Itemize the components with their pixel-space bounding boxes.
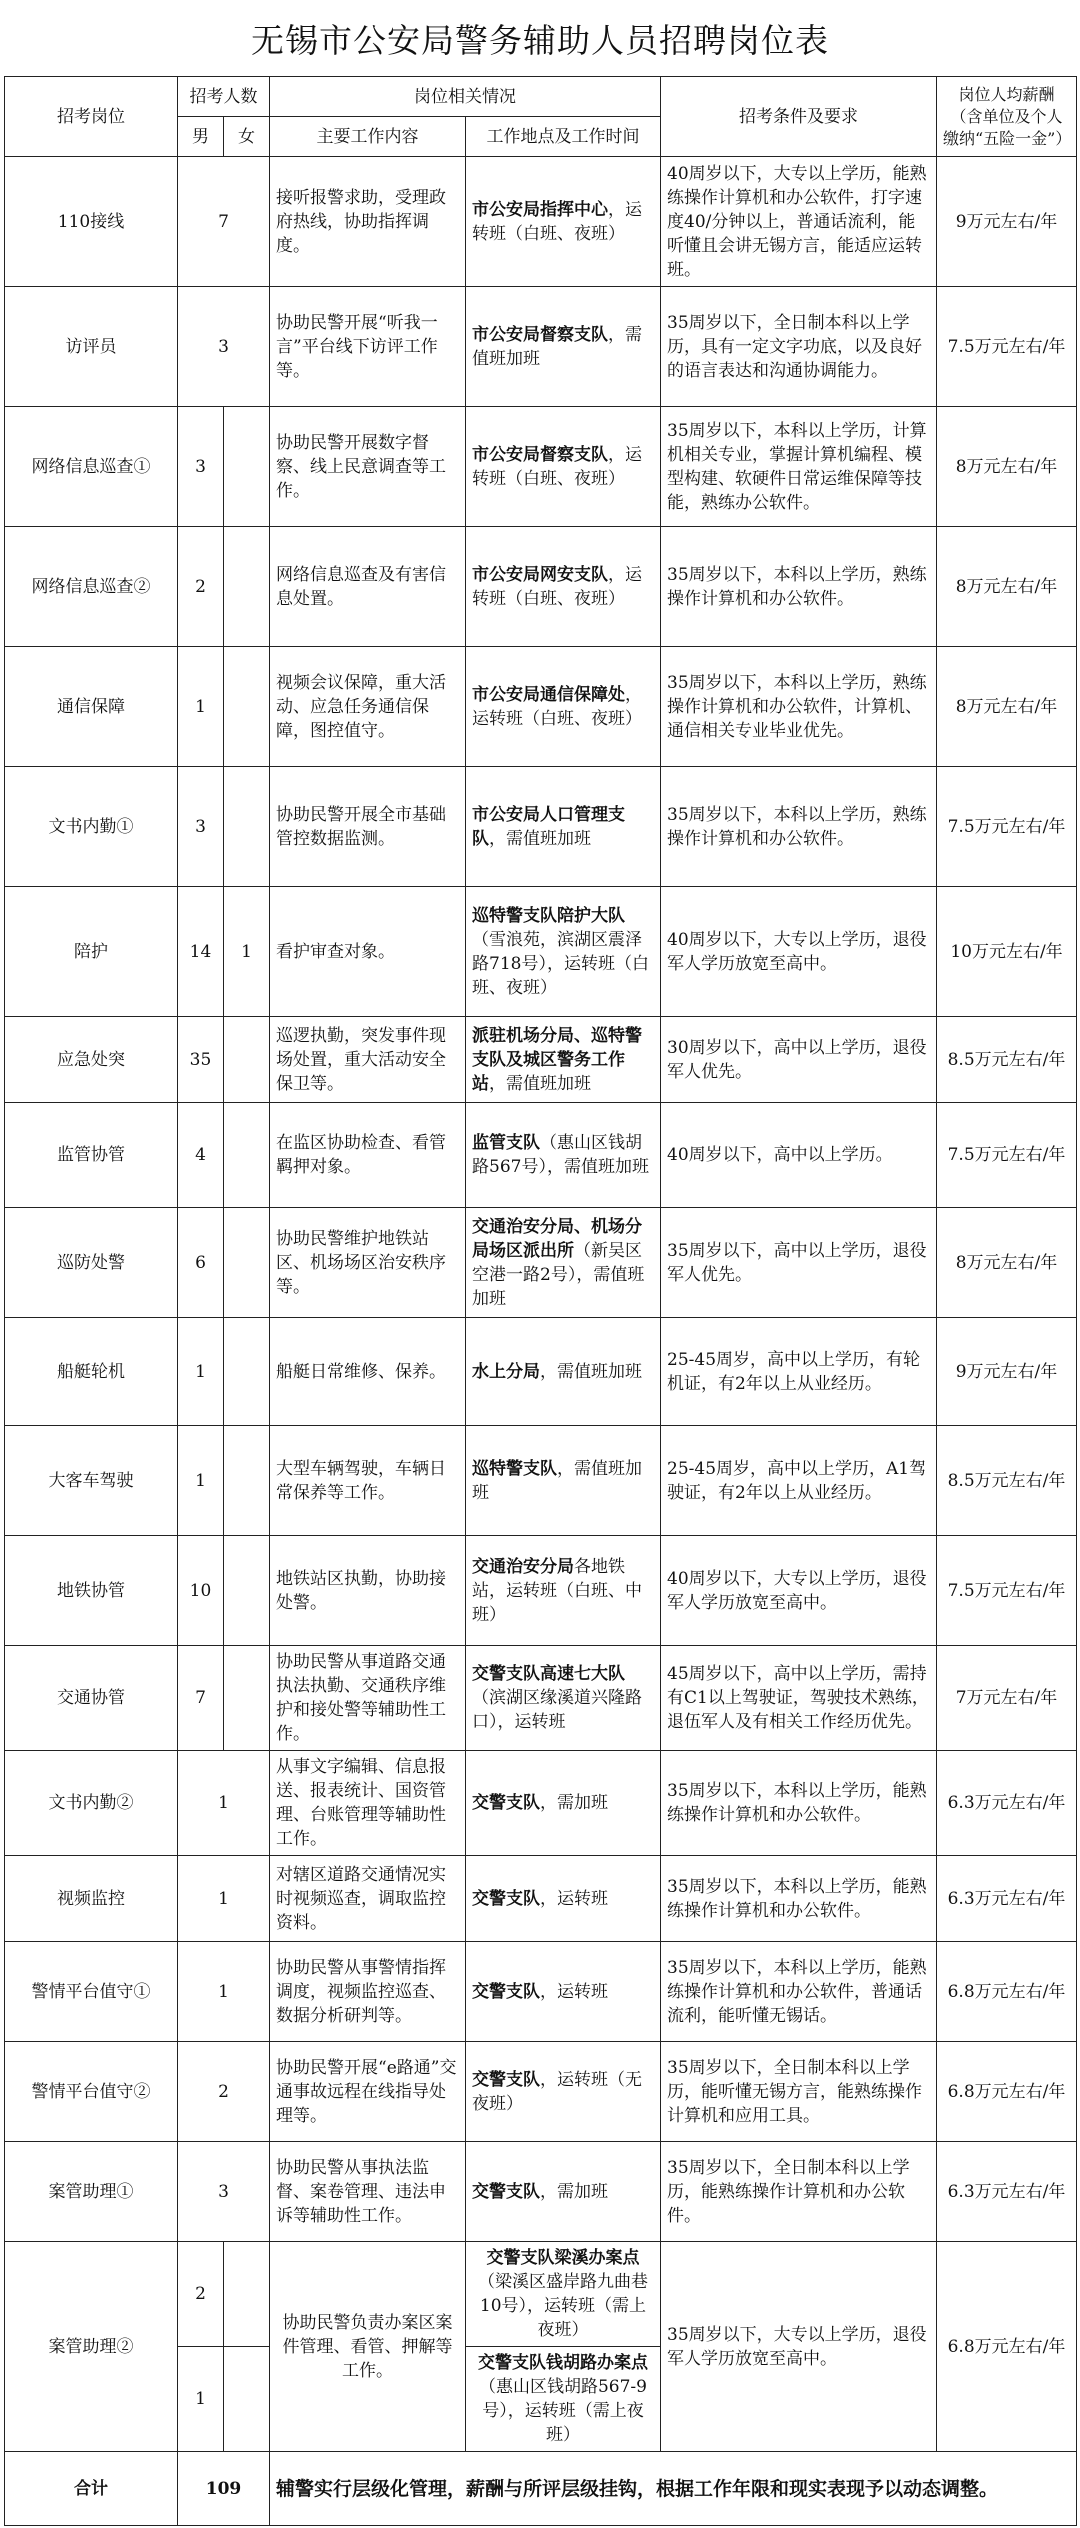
duties-cell: 巡逻执勤，突发事件现场处置，重大活动安全保卫等。 bbox=[270, 1017, 466, 1103]
salary-cell: 8万元左右/年 bbox=[937, 647, 1077, 767]
recruitment-table bbox=[4, 76, 1077, 2526]
duties-cell: 船艇日常维修、保养。 bbox=[270, 1318, 466, 1426]
requirements-cell: 30周岁以下，高中以上学历，退役军人优先。 bbox=[661, 1017, 937, 1103]
table-row bbox=[5, 1208, 1077, 1318]
post-cell: 船艇轮机 bbox=[5, 1318, 178, 1426]
salary-cell: 7.5万元左右/年 bbox=[937, 767, 1077, 887]
location-detail: ，需值班加班 bbox=[472, 324, 642, 369]
female-cell bbox=[224, 767, 270, 887]
location-unit: 交通治安分局 bbox=[472, 1556, 574, 1577]
duties-cell: 接听报警求助，受理政府热线，协助指挥调度。 bbox=[270, 157, 466, 287]
location-unit: 巡特警支队陪护大队 bbox=[472, 905, 625, 926]
location-cell bbox=[466, 287, 661, 407]
location-unit: 交警支队 bbox=[472, 1793, 540, 1813]
post-cell: 案管助理② bbox=[5, 2242, 178, 2452]
female-cell bbox=[224, 1318, 270, 1426]
male-cell: 1 bbox=[178, 1426, 224, 1536]
salary-cell: 8.5万元左右/年 bbox=[937, 1426, 1077, 1536]
requirements-cell: 40周岁以下，大专以上学历，退役军人学历放宽至高中。 bbox=[661, 887, 937, 1017]
male-cell: 14 bbox=[178, 887, 224, 1017]
female-cell bbox=[224, 1017, 270, 1103]
location-unit: 派驻机场分局、巡特警支队及城区警务工作站 bbox=[472, 1025, 642, 1094]
table-row bbox=[5, 2042, 1077, 2142]
location-unit: 市公安局督察支队 bbox=[472, 444, 608, 465]
count-cell: 3 bbox=[178, 287, 270, 407]
table-row bbox=[5, 1856, 1077, 1942]
salary-cell: 8万元左右/年 bbox=[937, 407, 1077, 527]
header-count: 招考人数 bbox=[178, 77, 270, 117]
post-cell: 监管协管 bbox=[5, 1103, 178, 1208]
requirements-cell: 40周岁以下，高中以上学历。 bbox=[661, 1103, 937, 1208]
requirements-cell: 35周岁以下，本科以上学历，能熟练操作计算机和办公软件。 bbox=[661, 1856, 937, 1942]
table-row bbox=[5, 2242, 1077, 2347]
male-cell: 1 bbox=[178, 1318, 224, 1426]
page-title: 无锡市公安局警务辅助人员招聘岗位表 bbox=[251, 21, 829, 60]
requirements-cell: 35周岁以下，全日制本科以上学历，具有一定文字功底，以及良好的语言表达和沟通协调能力。 bbox=[661, 287, 937, 407]
table-row bbox=[5, 527, 1077, 647]
male-cell: 7 bbox=[178, 1646, 224, 1751]
total-note: 辅警实行层级化管理，薪酬与所评层级挂钩，根据工作年限和现实表现予以动态调整。 bbox=[270, 2452, 1077, 2526]
location-unit: 交警支队高速七大队 bbox=[472, 1664, 625, 1684]
post-cell: 文书内勤① bbox=[5, 767, 178, 887]
table-row bbox=[5, 1017, 1077, 1103]
female-cell bbox=[224, 647, 270, 767]
duties-cell: 协助民警从事道路交通执法执勤、交通秩序维护和接处警等辅助性工作。 bbox=[270, 1646, 466, 1751]
location-unit: 交警支队钱胡路办案点 bbox=[478, 2353, 648, 2373]
post-cell: 大客车驾驶 bbox=[5, 1426, 178, 1536]
female-cell bbox=[224, 1103, 270, 1208]
requirements-cell: 35周岁以下，本科以上学历，熟练操作计算机和办公软件。 bbox=[661, 767, 937, 887]
location-unit: 巡特警支队 bbox=[472, 1458, 557, 1479]
duties-cell: 视频会议保障，重大活动、应急任务通信保障，图控值守。 bbox=[270, 647, 466, 767]
male-cell: 10 bbox=[178, 1536, 224, 1646]
post-cell: 文书内勤② bbox=[5, 1751, 178, 1856]
location-unit: 市公安局通信保障处 bbox=[472, 684, 625, 705]
location-detail: （雪浪苑，滨湖区震泽路718号），运转班（白班、夜班） bbox=[472, 929, 649, 998]
count-cell: 1 bbox=[178, 1751, 270, 1856]
header-post-info: 岗位相关情况 bbox=[270, 77, 661, 117]
header-location: 工作地点及工作时间 bbox=[466, 117, 661, 157]
post-cell: 案管助理① bbox=[5, 2142, 178, 2242]
location-detail: （滨湖区缘溪道兴隆路口），运转班 bbox=[472, 1688, 642, 1732]
salary-cell: 6.3万元左右/年 bbox=[937, 2142, 1077, 2242]
location-detail: （梁溪区盛岸路九曲巷10号），运转班（需上夜班） bbox=[478, 2272, 648, 2340]
requirements-cell: 40周岁以下，大专以上学历，能熟练操作计算机和办公软件，打字速度40/分钟以上，普通话流利，能听懂且会讲无锡方言，能适应运转班。 bbox=[661, 157, 937, 287]
salary-cell: 8万元左右/年 bbox=[937, 1208, 1077, 1318]
requirements-cell: 25-45周岁，高中以上学历，有轮机证，有2年以上从业经历。 bbox=[661, 1318, 937, 1426]
post-cell: 访评员 bbox=[5, 287, 178, 407]
location-cell bbox=[466, 2142, 661, 2242]
location-cell bbox=[466, 2042, 661, 2142]
header-salary: 岗位人均薪酬（含单位及个人缴纳“五险一金”） bbox=[937, 77, 1077, 157]
header-post: 招考岗位 bbox=[5, 77, 178, 157]
requirements-cell: 35周岁以下，本科以上学历，熟练操作计算机和办公软件。 bbox=[661, 527, 937, 647]
duties-cell: 协助民警开展数字督察、线上民意调查等工作。 bbox=[270, 407, 466, 527]
count-cell: 7 bbox=[178, 157, 270, 287]
post-cell: 网络信息巡查① bbox=[5, 407, 178, 527]
female-cell bbox=[224, 1536, 270, 1646]
location-detail: ，运转班（白班、夜班） bbox=[472, 564, 642, 609]
location-unit: 市公安局督察支队 bbox=[472, 324, 608, 345]
location-cell bbox=[466, 1536, 661, 1646]
male-cell: 6 bbox=[178, 1208, 224, 1318]
location-detail: ，运转班 bbox=[540, 1981, 608, 2002]
post-cell: 应急处突 bbox=[5, 1017, 178, 1103]
male-cell: 35 bbox=[178, 1017, 224, 1103]
total-label: 合计 bbox=[5, 2452, 178, 2526]
table-row bbox=[5, 1646, 1077, 1751]
location-detail: ，运转班 bbox=[540, 1888, 608, 1909]
location-detail: ，运转班（白班、夜班） bbox=[472, 684, 642, 729]
requirements-cell: 35周岁以下，本科以上学历，能熟练操作计算机和办公软件。 bbox=[661, 1751, 937, 1856]
location-detail: ，需值班加班 bbox=[472, 1458, 642, 1503]
location-unit: 市公安局人口管理支队 bbox=[472, 804, 625, 849]
duties-cell: 地铁站区执勤，协助接处警。 bbox=[270, 1536, 466, 1646]
post-cell: 视频监控 bbox=[5, 1856, 178, 1942]
salary-cell: 7万元左右/年 bbox=[937, 1646, 1077, 1751]
female-cell: 1 bbox=[224, 887, 270, 1017]
location-unit: 交警支队 bbox=[472, 2069, 540, 2090]
salary-cell: 6.8万元左右/年 bbox=[937, 2242, 1077, 2452]
female-cell bbox=[224, 527, 270, 647]
duties-cell: 在监区协助检查、看管羁押对象。 bbox=[270, 1103, 466, 1208]
male-cell: 3 bbox=[178, 407, 224, 527]
duties-cell: 协助民警从事执法监督、案卷管理、违法申诉等辅助性工作。 bbox=[270, 2142, 466, 2242]
salary-cell: 6.3万元左右/年 bbox=[937, 1751, 1077, 1856]
location-cell bbox=[466, 1646, 661, 1751]
requirements-cell: 35周岁以下，全日制本科以上学历，能熟练操作计算机和办公软件。 bbox=[661, 2142, 937, 2242]
male-cell: 1 bbox=[178, 2347, 224, 2452]
location-unit: 交警支队 bbox=[472, 1981, 540, 2002]
location-cell bbox=[466, 1751, 661, 1856]
table-row bbox=[5, 1942, 1077, 2042]
header-requirements: 招考条件及要求 bbox=[661, 77, 937, 157]
salary-cell: 6.8万元左右/年 bbox=[937, 1942, 1077, 2042]
location-cell bbox=[466, 887, 661, 1017]
location-unit: 交警支队梁溪办案点 bbox=[486, 2248, 640, 2268]
post-cell: 通信保障 bbox=[5, 647, 178, 767]
total-row bbox=[5, 2452, 1077, 2526]
duties-cell: 协助民警从事警情指挥调度，视频监控巡查、数据分析研判等。 bbox=[270, 1942, 466, 2042]
duties-cell: 协助民警开展“听我一言”平台线下访评工作等。 bbox=[270, 287, 466, 407]
male-cell: 1 bbox=[178, 647, 224, 767]
requirements-cell: 25-45周岁，高中以上学历，A1驾驶证，有2年以上从业经历。 bbox=[661, 1426, 937, 1536]
location-cell bbox=[466, 1208, 661, 1318]
location-cell bbox=[466, 2347, 661, 2452]
location-cell bbox=[466, 1942, 661, 2042]
duties-cell: 大型车辆驾驶，车辆日常保养等工作。 bbox=[270, 1426, 466, 1536]
duties-cell: 从事文字编辑、信息报送、报表统计、国资管理、台账管理等辅助性工作。 bbox=[270, 1751, 466, 1856]
location-cell bbox=[466, 767, 661, 887]
count-cell: 2 bbox=[178, 2042, 270, 2142]
post-cell: 地铁协管 bbox=[5, 1536, 178, 1646]
duties-cell: 看护审查对象。 bbox=[270, 887, 466, 1017]
count-cell: 1 bbox=[178, 1856, 270, 1942]
female-cell bbox=[224, 1426, 270, 1536]
salary-cell: 8万元左右/年 bbox=[937, 527, 1077, 647]
table-row bbox=[5, 157, 1077, 287]
location-cell bbox=[466, 1426, 661, 1536]
post-cell: 网络信息巡查② bbox=[5, 527, 178, 647]
requirements-cell: 35周岁以下，全日制本科以上学历，能听懂无锡方言，能熟练操作计算机和应用工具。 bbox=[661, 2042, 937, 2142]
location-cell bbox=[466, 2242, 661, 2347]
location-cell bbox=[466, 1103, 661, 1208]
table-row bbox=[5, 1103, 1077, 1208]
table-row bbox=[5, 287, 1077, 407]
post-cell: 110接线 bbox=[5, 157, 178, 287]
location-cell bbox=[466, 1856, 661, 1942]
duties-cell: 网络信息巡查及有害信息处置。 bbox=[270, 527, 466, 647]
location-unit: 监管支队 bbox=[472, 1133, 540, 1153]
location-cell bbox=[466, 157, 661, 287]
female-cell bbox=[224, 407, 270, 527]
table-row bbox=[5, 1751, 1077, 1856]
count-cell: 1 bbox=[178, 1942, 270, 2042]
header-row-1 bbox=[5, 77, 1077, 117]
requirements-cell: 35周岁以下，本科以上学历，能熟练操作计算机和办公软件，普通话流利，能听懂无锡话。 bbox=[661, 1942, 937, 2042]
post-cell: 巡防处警 bbox=[5, 1208, 178, 1318]
female-cell bbox=[224, 2347, 270, 2452]
salary-cell: 9万元左右/年 bbox=[937, 157, 1077, 287]
location-detail: ，需值班加班 bbox=[489, 828, 591, 849]
duties-cell: 对辖区道路交通情况实时视频巡查，调取监控资料。 bbox=[270, 1856, 466, 1942]
location-detail: ，运转班（白班、夜班） bbox=[472, 444, 642, 489]
male-cell: 3 bbox=[178, 767, 224, 887]
duties-cell: 协助民警开展全市基础管控数据监测。 bbox=[270, 767, 466, 887]
male-cell: 2 bbox=[178, 2242, 224, 2347]
count-cell: 3 bbox=[178, 2142, 270, 2242]
location-detail: ，需值班加班 bbox=[540, 1361, 642, 1382]
table-row bbox=[5, 1318, 1077, 1426]
salary-cell: 7.5万元左右/年 bbox=[937, 1536, 1077, 1646]
table-row bbox=[5, 1426, 1077, 1536]
female-cell bbox=[224, 1646, 270, 1751]
location-unit: 交通治安分局、机场分局场区派出所 bbox=[472, 1216, 642, 1261]
location-unit: 交警支队 bbox=[472, 2181, 540, 2202]
post-cell: 警情平台值守① bbox=[5, 1942, 178, 2042]
post-cell: 陪护 bbox=[5, 887, 178, 1017]
location-cell bbox=[466, 647, 661, 767]
requirements-cell: 35周岁以下，本科以上学历，熟练操作计算机和办公软件，计算机、通信相关专业毕业优先。 bbox=[661, 647, 937, 767]
location-detail: ，需值班加班 bbox=[489, 1073, 591, 1094]
table-row bbox=[5, 887, 1077, 1017]
table-row bbox=[5, 647, 1077, 767]
table-row bbox=[5, 1536, 1077, 1646]
location-unit: 水上分局 bbox=[472, 1361, 540, 1382]
location-detail: ，运转班（白班、夜班） bbox=[472, 199, 642, 244]
requirements-cell: 35周岁以下，高中以上学历，退役军人优先。 bbox=[661, 1208, 937, 1318]
location-unit: 市公安局指挥中心 bbox=[472, 199, 608, 220]
female-cell bbox=[224, 2242, 270, 2347]
male-cell: 4 bbox=[178, 1103, 224, 1208]
salary-cell: 9万元左右/年 bbox=[937, 1318, 1077, 1426]
location-unit: 市公安局网安支队 bbox=[472, 564, 608, 585]
total-count: 109 bbox=[178, 2452, 270, 2526]
location-detail: ，运转班（无夜班） bbox=[472, 2069, 642, 2114]
salary-cell: 6.3万元左右/年 bbox=[937, 1856, 1077, 1942]
location-detail: ，需加班 bbox=[540, 1793, 608, 1813]
salary-cell: 7.5万元左右/年 bbox=[937, 287, 1077, 407]
requirements-cell: 45周岁以下，高中以上学历，需持有C1以上驾驶证，驾驶技术熟练，退伍军人及有相关工作经历优先。 bbox=[661, 1646, 937, 1751]
table-row bbox=[5, 767, 1077, 887]
header-duties: 主要工作内容 bbox=[270, 117, 466, 157]
location-detail: ，需加班 bbox=[540, 2181, 608, 2202]
requirements-cell: 40周岁以下，大专以上学历，退役军人学历放宽至高中。 bbox=[661, 1536, 937, 1646]
header-male: 男 bbox=[178, 117, 224, 157]
salary-cell: 7.5万元左右/年 bbox=[937, 1103, 1077, 1208]
table-row bbox=[5, 407, 1077, 527]
female-cell bbox=[224, 1208, 270, 1318]
post-cell: 交通协管 bbox=[5, 1646, 178, 1751]
duties-cell: 协助民警开展“e路通”交通事故远程在线指导处理等。 bbox=[270, 2042, 466, 2142]
requirements-cell: 35周岁以下，大专以上学历，退役军人学历放宽至高中。 bbox=[661, 2242, 937, 2452]
salary-cell: 6.8万元左右/年 bbox=[937, 2042, 1077, 2142]
table-row bbox=[5, 2142, 1077, 2242]
location-cell bbox=[466, 1017, 661, 1103]
duties-cell: 协助民警维护地铁站区、机场场区治安秩序等。 bbox=[270, 1208, 466, 1318]
location-detail: 各地铁站，运转班（白班、中班） bbox=[472, 1556, 642, 1625]
post-cell: 警情平台值守② bbox=[5, 2042, 178, 2142]
location-detail: （惠山区钱胡路567-9号），运转班（需上夜班） bbox=[478, 2377, 647, 2445]
male-cell: 2 bbox=[178, 527, 224, 647]
salary-cell: 10万元左右/年 bbox=[937, 887, 1077, 1017]
requirements-cell: 35周岁以下，本科以上学历，计算机相关专业，掌握计算机编程、模型构建、软硬件日常运维保障等技能，熟练办公软件。 bbox=[661, 407, 937, 527]
location-cell bbox=[466, 527, 661, 647]
location-detail: （惠山区钱胡路567号），需值班加班 bbox=[472, 1133, 649, 1177]
header-female: 女 bbox=[224, 117, 270, 157]
location-cell bbox=[466, 407, 661, 527]
salary-cell: 8.5万元左右/年 bbox=[937, 1017, 1077, 1103]
duties-cell: 协助民警负责办案区案件管理、看管、押解等工作。 bbox=[270, 2242, 466, 2452]
location-cell bbox=[466, 1318, 661, 1426]
location-detail: （新吴区空港一路2号），需值班加班 bbox=[472, 1240, 645, 1309]
location-unit: 交警支队 bbox=[472, 1888, 540, 1909]
